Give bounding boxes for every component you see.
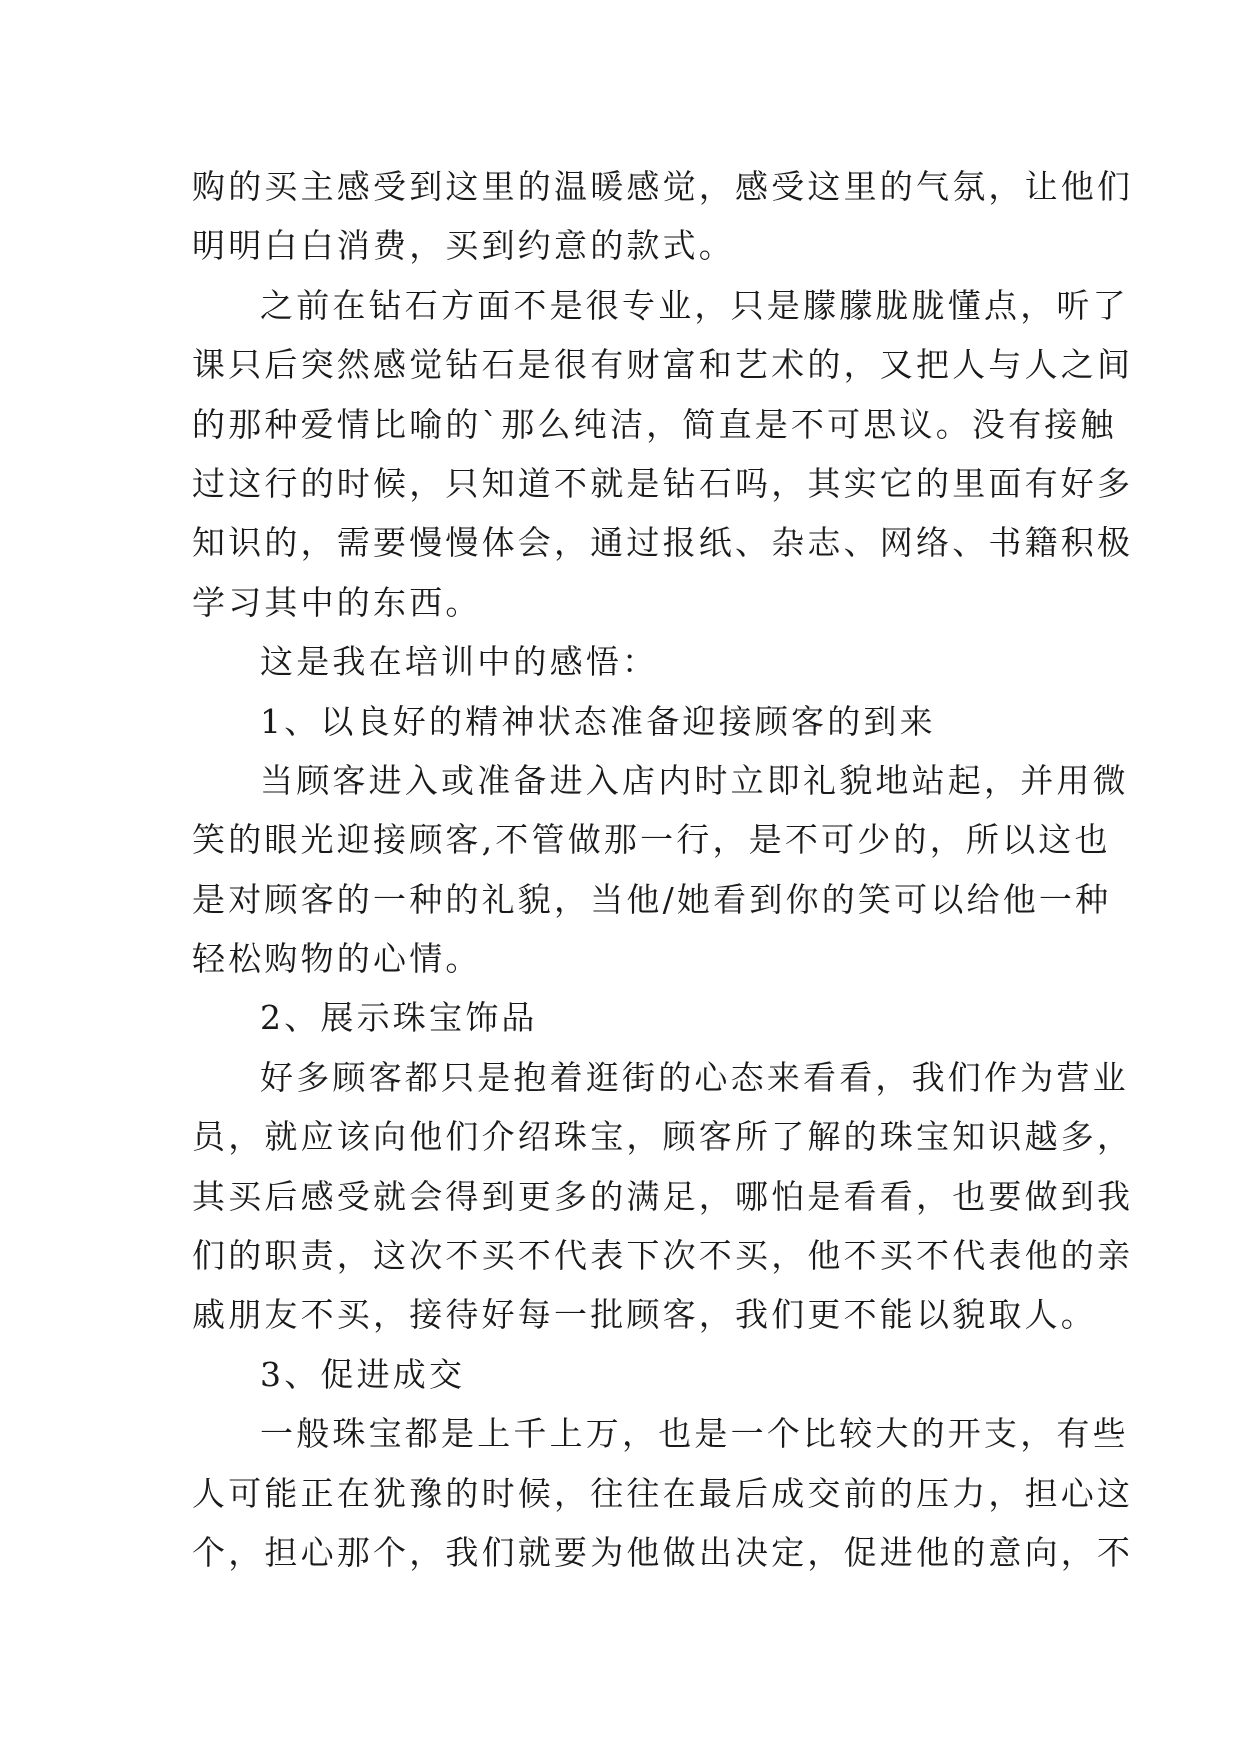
text-line: 知识的，需要慢慢体会，通过报纸、杂志、网络、书籍积极 — [192, 523, 1134, 563]
text-line: 之前在钻石方面不是很专业，只是朦朦胧胧懂点，听了 — [260, 285, 1129, 325]
section-intro: 这是我在培训中的感悟： — [260, 642, 659, 682]
text-line: 员，就应该向他们介绍珠宝，顾客所了解的珠宝知识越多， — [192, 1117, 1134, 1157]
text-line: 学习其中的东西。 — [192, 582, 482, 622]
text-line: 课只后突然感觉钻石是很有财富和艺术的，又把人与人之间 — [192, 345, 1134, 385]
body-text — [192, 157, 1134, 1582]
text-line: 其买后感受就会得到更多的满足，哪怕是看看，也要做到我 — [192, 1176, 1134, 1216]
text-line: 过这行的时候，只知道不就是钻石吗，其实它的里面有好多 — [192, 463, 1134, 503]
text-line: 戚朋友不买，接待好每一批顾客，我们更不能以貌取人。 — [192, 1295, 1097, 1335]
text-line: 好多顾客都只是抱着逛街的心态来看看，我们作为营业 — [260, 1057, 1129, 1097]
text-line: 笑的眼光迎接顾客,不管做那一行，是不可少的，所以这也 — [192, 820, 1111, 860]
text-line: 明明白白消费，买到约意的款式。 — [192, 226, 735, 266]
text-line: 个，担心那个，我们就要为他做出决定，促进他的意向，不 — [192, 1532, 1134, 1572]
section-heading: 2、展示珠宝饰品 — [260, 998, 538, 1038]
section-heading: 1、以良好的精神状态准备迎接顾客的到来 — [260, 701, 936, 741]
text-line: 是对顾客的一种的礼貌，当他/她看到你的笑可以给他一种 — [192, 879, 1112, 919]
text-line: 们的职责，这次不买不代表下次不买，他不买不代表他的亲 — [192, 1236, 1134, 1276]
text-line: 当顾客进入或准备进入店内时立即礼貌地站起，并用微 — [260, 760, 1129, 800]
text-line: 一般珠宝都是上千上万，也是一个比较大的开支，有些 — [260, 1414, 1129, 1454]
text-line: 的那种爱情比喻的`那么纯洁，简直是不可思议。没有接触 — [192, 404, 1117, 444]
text-line: 人可能正在犹豫的时候，往往在最后成交前的压力，担心这 — [192, 1473, 1134, 1513]
section-heading: 3、促进成交 — [260, 1354, 466, 1394]
text-line: 购的买主感受到这里的温暖感觉，感受这里的气氛，让他们 — [192, 167, 1134, 206]
text-line: 轻松购物的心情。 — [192, 939, 482, 979]
